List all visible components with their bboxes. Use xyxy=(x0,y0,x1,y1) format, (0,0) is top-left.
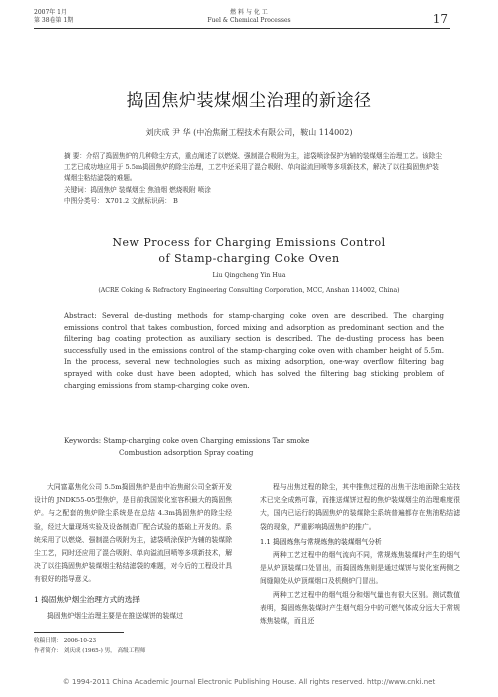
keywords-en-label: Keywords: xyxy=(64,437,102,445)
subsection-heading: 1.1 捣固炼焦与常规炼焦的装煤烟气分析 xyxy=(260,537,382,546)
header-rule xyxy=(34,28,450,29)
english-keywords xyxy=(64,436,444,459)
author-line-en: Liu Qingcheng Yin Hua xyxy=(212,272,286,279)
chinese-abstract xyxy=(64,151,444,207)
keywords-label: 关键词： xyxy=(64,185,91,194)
english-abstract xyxy=(64,311,444,392)
body-paragraph: 两种工艺过程中的烟气组分和烟气量也有很大区别。测试数值表明，捣固炼焦装煤时产生烟气组分中的可燃气体成分远大于常规炼焦装煤，而且还 xyxy=(260,590,460,626)
journal-name-cn: 燃 料 与 化 工 xyxy=(230,9,268,16)
body-column-left xyxy=(34,481,232,623)
author-line: 刘庆成 尹 华 (中冶焦耐工程技术有限公司，鞍山 114002) xyxy=(145,128,353,137)
body-paragraph: 两种工艺过程中的烟气流向不同，常规炼焦装煤时产生的烟气是从炉顶装煤口处冒出，而捣固炼焦则是通过煤饼与炭化室两侧之间缝隙处从炉顶煤烟口及机侧炉门冒出。 xyxy=(260,551,460,586)
issue-volume: 第 38卷第 1期 xyxy=(34,17,74,24)
copyright-footer: © 1994-2011 China Academic Journal Electronic Publishing House. All rights reserved. http://www.cnki.net xyxy=(62,678,436,686)
abstract-text: 介绍了捣固焦炉的几种除尘方式，重点阐述了以燃烧、强制混合吸附为主，滤袋喷涂保护为辅的装煤烟尘治理工艺。该除尘工艺已成功地应用于 5.5m捣固焦炉的除尘治理，工艺中还采用了混合吸附、单向溢流回喷等多项新技术，解决了以往捣固焦炉装煤烟尘粘结滤袋的难题。 xyxy=(64,152,442,183)
footnote-rule xyxy=(34,632,124,633)
abstract-en-label: Abstract: xyxy=(64,312,97,320)
issue-year-month: 2007年 1月 xyxy=(34,9,67,16)
title-en-line2: of Stamp-charging Coke Oven xyxy=(158,252,340,265)
abstract-label: 摘 要： xyxy=(64,152,86,160)
section-heading: 1 捣固焦炉烟尘治理方式的选择 xyxy=(34,594,140,604)
body-column-right xyxy=(260,481,460,628)
body-paragraph: 程与出焦过程的除尘，其中推焦过程的出焦干法地面除尘站技术已完全成熟可靠，而推送煤饼过程的焦炉装煤烟尘的治理难度很大，国内已运行的捣固焦炉的装煤除尘系统普遍都存在焦油粘结滤袋的现象，严重影响捣固焦炉的推广。 xyxy=(260,483,460,531)
affiliation-en: (ACRE Coking & Refractory Engineering Consulting Corporation, MCC, Anshan 114002, China) xyxy=(98,287,400,294)
journal-name xyxy=(0,9,498,25)
body-paragraph: 大同富嘉焦化公司 5.5m捣固焦炉是由中冶焦耐公司全新开发设计的 JNDK55-05型焦炉，是目前我国炭化室容积最大的捣固焦炉。与之配套的焦炉除尘系统是在总结 4.3m捣固焦炉的除尘经验，经过大量现场实验及设备制造厂配合试验的基础上开发的。系统采用了以燃烧、强制混合吸附为主，滤袋喷涂保护为辅的装煤除尘工艺，同时还应用了混合吸附、单向溢流回喷等多项新技术，解决了以往捣固焦炉装煤烟尘粘结滤袋的难题，对今后的工程设计具有很好的指导意义。 xyxy=(34,483,232,584)
abstract-en-text: Several de-dusting methods for stamp-charging coke oven are described. The charging emissions control that takes combustion, forced mixing and adsorption as predominant section and the filtering bag coating protection as auxiliary section is described. The de-dusting process has been successfully used in the emissions control of the stamp-charging coke oven with chamber height of 5.5m. In the process, several new technologies such as mixing adsorption, one-way overflow filtering bag sprayed with coke dust have been adopted, which has solved the filtering bag sticking problem of charging emissions from stamp-charging coke oven. xyxy=(64,312,444,390)
keywords-en-text1: Stamp-charging coke oven Charging emissions Tar smoke xyxy=(103,437,310,445)
paper-title-en xyxy=(0,235,498,267)
classification-line: 中图分类号： X701.2 文献标识码： B xyxy=(64,196,178,205)
abstract-paragraph xyxy=(64,151,444,185)
page-number: 17 xyxy=(432,12,448,26)
paper-title: 捣固焦炉装煤烟尘治理的新途径 xyxy=(126,91,372,111)
journal-name-en: Fuel & Chemical Processes xyxy=(207,17,291,24)
title-en-line1: New Process for Charging Emissions Control xyxy=(112,236,386,249)
keywords-en-line2: Combustion adsorption Spray coating xyxy=(119,448,254,457)
keywords-line xyxy=(64,185,444,196)
author-bio: 作者简介： 刘庆成 (1965-) 男， 高级工程师 xyxy=(34,648,146,654)
received-date: 收稿日期： 2006-10-23 xyxy=(34,638,96,644)
body-paragraph: 捣固焦炉烟尘治理主要是在推送煤饼的装煤过 xyxy=(47,611,183,620)
footnote xyxy=(34,636,146,656)
keywords-en-line1 xyxy=(64,436,444,448)
keywords-text: 捣固焦炉 装煤烟尘 焦油烟 燃烧吸附 喷涂 xyxy=(90,185,211,194)
